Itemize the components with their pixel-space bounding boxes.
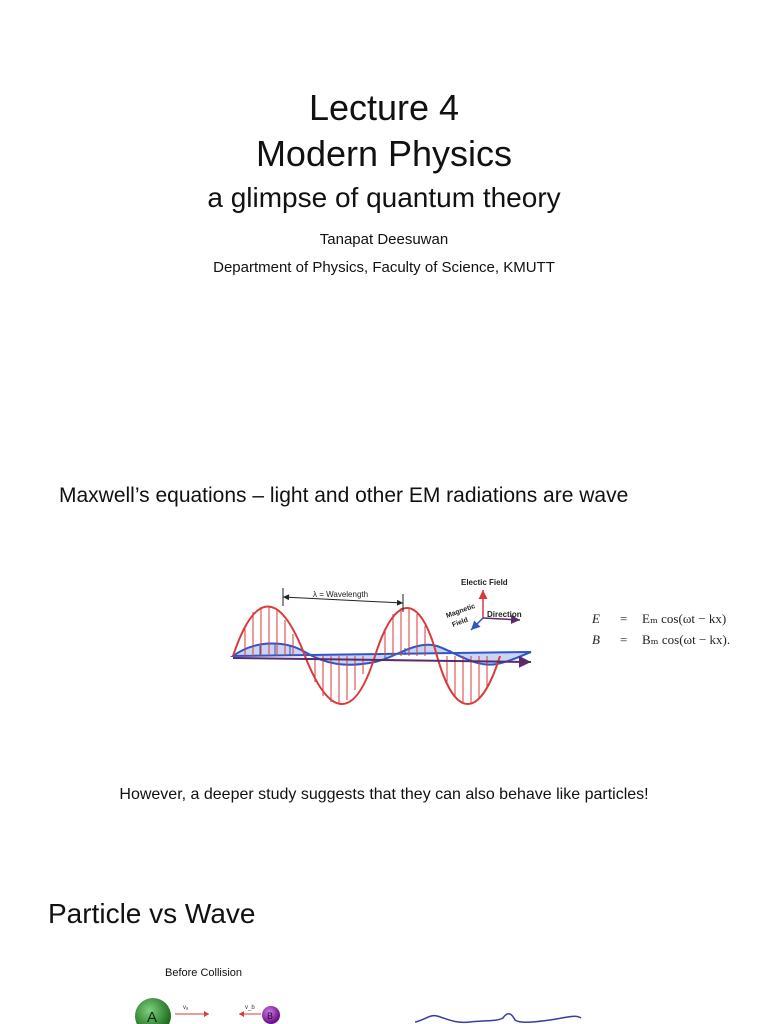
author-name: Tanapat Deesuwan — [319, 231, 449, 248]
before-collision-label: Before Collision — [165, 967, 243, 979]
equation-b-lhs: B — [592, 632, 600, 647]
department-name: Department of Physics, Faculty of Science, KMUTT — [213, 259, 555, 276]
wave-packet-sketch — [415, 1008, 595, 1024]
equation-e — [592, 611, 762, 629]
magnetic-field-label-line1: Magnetic — [445, 602, 477, 620]
wavelength-label: λ = Wavelength — [313, 590, 369, 599]
equation-e-equals: = — [620, 611, 628, 626]
equation-b — [592, 632, 762, 650]
magnetic-field-label-line2: Field — [451, 616, 470, 629]
particle-vs-wave-title: Particle vs Wave — [48, 898, 256, 929]
collision-diagram — [125, 994, 295, 1024]
em-wave-diagram — [225, 570, 545, 710]
equation-e-lhs: E — [592, 611, 600, 626]
particle-note: However, a deeper study suggests that they can also behave like particles! — [119, 786, 649, 803]
lecture-tagline: a glimpse of quantum theory — [207, 182, 561, 213]
equation-e-rhs: Eₘ cos(ωt − kx) — [642, 611, 727, 626]
velocity-b-label: v_b — [245, 1005, 255, 1011]
equation-b-equals: = — [620, 632, 628, 647]
magnetic-field-vector — [471, 618, 483, 630]
ball-b-label: B — [267, 1011, 274, 1021]
lecture-title: Lecture 4 — [308, 87, 460, 128]
electric-field-label: Electic Field — [461, 578, 508, 587]
maxwell-heading: Maxwell’s equations – light and other EM radiations are wave — [59, 484, 629, 507]
ball-a-label: A — [147, 1009, 158, 1024]
direction-label: Direction — [487, 610, 522, 619]
velocity-a-label: vₐ — [183, 1005, 189, 1011]
equation-b-rhs: Bₘ cos(ωt − kx). — [642, 632, 731, 647]
course-title: Modern Physics — [255, 133, 513, 174]
